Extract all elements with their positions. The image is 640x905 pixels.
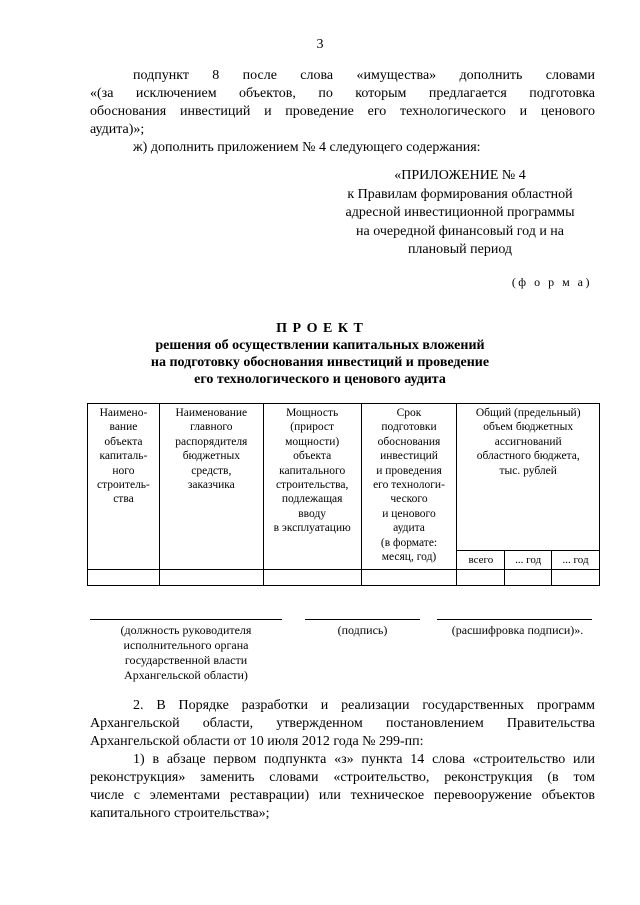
title-line: на подготовку обоснования инвестиций и проведение bbox=[150, 355, 490, 370]
appendix-line: на очередной финансовый год и на bbox=[355, 223, 565, 239]
header-deadline: Срок подготовки обоснования инвестиций и проведения его технологи- ческого и ценового аудита (в формате: месяц, год) bbox=[361, 404, 457, 570]
subheader-year: ... год bbox=[552, 551, 600, 570]
text-line: ж) дополнить приложением № 4 следующего содержания: bbox=[133, 140, 481, 155]
title-line: решения об осуществлении капитальных вложений bbox=[155, 338, 485, 353]
appendix-line: «ПРИЛОЖЕНИЕ № 4 bbox=[394, 168, 526, 183]
text-line: аудита)»; bbox=[90, 122, 145, 137]
signature-line-position bbox=[90, 619, 282, 620]
text-line: 1) в абзаце первом подпункта «з» пункта 14 слова «строительство или bbox=[133, 752, 595, 767]
signature-line-sign bbox=[305, 619, 420, 620]
subheader-year: ... год bbox=[505, 551, 552, 570]
appendix-line: плановый период bbox=[407, 242, 513, 257]
form-label: (ф о р м а) bbox=[511, 275, 592, 289]
table-cell bbox=[552, 570, 600, 586]
text-line: подпункт 8 после слова «имущества» дополнить словами bbox=[133, 68, 595, 83]
table-header-row bbox=[88, 404, 600, 551]
signature-caption-position: (должность руководителя исполнительного органа государственной власти Архангельской области) bbox=[120, 623, 252, 682]
subheader-total: всего bbox=[457, 551, 505, 570]
header-object-name: Наимено- вание объекта капиталь- ного строитель- ства bbox=[88, 404, 160, 570]
header-main-manager: Наименование главного распорядителя бюджетных средств, заказчика bbox=[159, 404, 263, 570]
signature-caption-sign: (подпись) bbox=[337, 623, 388, 637]
text-line: Архангельской области, утвержденном постановлением Правительства bbox=[90, 716, 595, 731]
text-line: 2. В Порядке разработки и реализации государственных программ bbox=[133, 698, 595, 713]
text-line: капитального строительства»; bbox=[90, 806, 270, 821]
investment-table bbox=[87, 403, 600, 586]
signature-line-transcript bbox=[437, 619, 592, 620]
table-cell bbox=[457, 570, 505, 586]
header-budget: Общий (предельный) объем бюджетных ассигнований областного бюджета, тыс. рублей bbox=[457, 404, 600, 551]
signature-caption-transcript: (расшифровка подписи)». bbox=[451, 623, 584, 637]
table-cell bbox=[361, 570, 457, 586]
text-line: «(за исключением объектов, по которым предлагается подготовка bbox=[90, 86, 595, 101]
appendix-heading bbox=[330, 167, 590, 260]
title-line: П Р О Е К Т bbox=[276, 321, 364, 336]
text-line: обоснования инвестиций и проведение его технологического и ценового bbox=[90, 104, 595, 119]
table-cell bbox=[505, 570, 552, 586]
text-line: числе с элементами реставрации) или техническое перевооружение объектов bbox=[90, 788, 595, 803]
table-cell bbox=[88, 570, 160, 586]
table-empty-row bbox=[88, 570, 600, 586]
appendix-line: адресной инвестиционной программы bbox=[345, 205, 575, 220]
page-number: 3 bbox=[316, 37, 324, 52]
header-capacity: Мощность (прирост мощности) объекта капитального строительства, подлежащая вводу в эксплуатацию bbox=[263, 404, 361, 570]
text-line: реконструкция» заменить словами «строительство, реконструкция (в том bbox=[90, 770, 595, 785]
text-line: Архангельской области от 10 июля 2012 года № 299-пп: bbox=[90, 734, 424, 749]
appendix-line: к Правилам формирования областной bbox=[347, 186, 573, 202]
table-cell bbox=[263, 570, 361, 586]
table-cell bbox=[159, 570, 263, 586]
title-line: его технологического и ценового аудита bbox=[194, 372, 446, 387]
